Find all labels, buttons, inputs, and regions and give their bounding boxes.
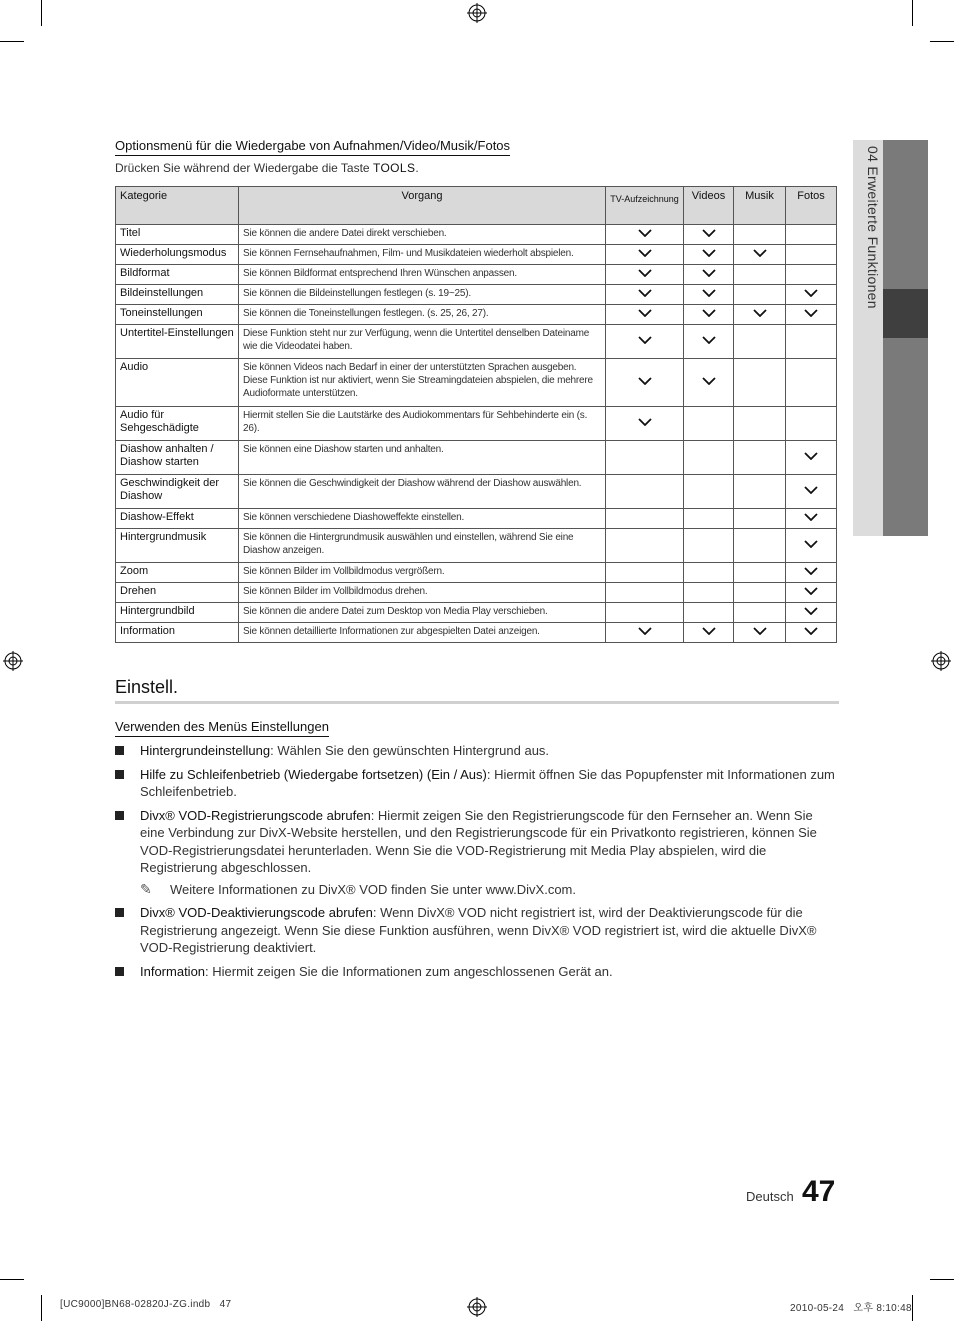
- crop-mark: [41, 1295, 42, 1321]
- description-cell: Sie können Fernsehaufnahmen, Film- und Musikdateien wiederholt abspielen.: [239, 245, 606, 265]
- description-cell: Sie können die Geschwindigkeit der Diashow während der Diashow auswählen.: [239, 475, 606, 509]
- support-cell-tv: [606, 225, 684, 245]
- support-cell-tv: [606, 603, 684, 623]
- list-item: [115, 766, 839, 801]
- description-cell: Sie können die andere Datei zum Desktop von Media Play verschieben.: [239, 603, 606, 623]
- support-cell-music: [734, 509, 786, 529]
- support-cell-videos: [684, 359, 734, 407]
- checkmark-icon: [804, 540, 818, 548]
- support-cell-photos: [786, 529, 837, 563]
- category-cell: Bildeinstellungen: [116, 285, 239, 305]
- support-cell-tv: [606, 529, 684, 563]
- category-cell: Zoom: [116, 563, 239, 583]
- table-row: [116, 475, 837, 509]
- checkmark-icon: [702, 229, 716, 237]
- table-row: [116, 325, 837, 359]
- category-cell: Information: [116, 623, 239, 643]
- table-row: [116, 529, 837, 563]
- tools-key: TOOLS: [372, 161, 416, 175]
- bullet-square-icon: [115, 746, 124, 755]
- support-cell-tv: [606, 509, 684, 529]
- checkmark-icon: [753, 309, 767, 317]
- support-cell-videos: [684, 407, 734, 441]
- support-cell-videos: [684, 475, 734, 509]
- checkmark-icon: [638, 289, 652, 297]
- checkmark-icon: [804, 452, 818, 460]
- description-cell: Sie können detaillierte Informationen zur abgespielten Datei anzeigen.: [239, 623, 606, 643]
- registration-mark-icon: [931, 651, 951, 671]
- tab-dark-strip: [883, 140, 928, 536]
- support-cell-music: [734, 583, 786, 603]
- checkmark-icon: [638, 418, 652, 426]
- support-cell-videos: [684, 225, 734, 245]
- support-cell-tv: [606, 623, 684, 643]
- checkmark-icon: [702, 377, 716, 385]
- support-cell-videos: [684, 325, 734, 359]
- description-cell: Diese Funktion steht nur zur Verfügung, wenn die Untertitel denselben Dateiname wie die Videodatei haben.: [239, 325, 606, 359]
- checkmark-icon: [702, 289, 716, 297]
- description-cell: Sie können die andere Datei direkt verschieben.: [239, 225, 606, 245]
- registration-mark-icon: [467, 1297, 487, 1317]
- print-slug-file: [UC9000]BN68-02820J-ZG.indb 47: [60, 1299, 232, 1310]
- support-cell-videos: [684, 441, 734, 475]
- header-videos: Videos: [684, 187, 734, 225]
- crop-mark: [912, 0, 913, 26]
- checkmark-icon: [702, 336, 716, 344]
- checkmark-icon: [804, 513, 818, 521]
- checkmark-icon: [702, 269, 716, 277]
- checkmark-icon: [804, 486, 818, 494]
- category-cell: Hintergrundbild: [116, 603, 239, 623]
- header-tv-aufzeichnung: [606, 187, 684, 225]
- checkmark-icon: [804, 587, 818, 595]
- note: [140, 881, 839, 899]
- category-cell: Diashow-Effekt: [116, 509, 239, 529]
- support-cell-tv: [606, 285, 684, 305]
- support-cell-music: [734, 529, 786, 563]
- checkmark-icon: [753, 249, 767, 257]
- intro-prefix: Drücken Sie während der Wiedergabe die Taste: [115, 161, 373, 175]
- category-cell: Bildformat: [116, 265, 239, 285]
- support-cell-music: [734, 285, 786, 305]
- table-row: [116, 603, 837, 623]
- intro-suffix: .: [415, 161, 419, 175]
- description-cell: Sie können eine Diashow starten und anhalten.: [239, 441, 606, 475]
- bullet-text: : Hiermit öffnen Sie das Popupfenster mit Informationen zum Schleifenbetrieb.: [140, 766, 835, 799]
- support-cell-music: [734, 623, 786, 643]
- header-musik: Musik: [734, 187, 786, 225]
- bullet-lead: Divx® VOD-Deaktivierungscode abrufen: [140, 905, 373, 920]
- crop-mark: [912, 1295, 913, 1321]
- category-cell: Drehen: [116, 583, 239, 603]
- support-cell-music: [734, 441, 786, 475]
- registration-mark-icon: [3, 651, 23, 671]
- support-cell-photos: [786, 563, 837, 583]
- checkmark-icon: [638, 377, 652, 385]
- support-cell-tv: [606, 583, 684, 603]
- description-cell: Sie können die Hintergrundmusik auswählen und einstellen, während Sie eine Diashow anzeigen.: [239, 529, 606, 563]
- header-kategorie: Kategorie: [116, 187, 239, 225]
- support-cell-tv: [606, 441, 684, 475]
- support-cell-music: [734, 245, 786, 265]
- list-item: [115, 807, 839, 899]
- list-item: [115, 742, 839, 760]
- bullet-lead: Hintergrundeinstellung: [140, 743, 271, 758]
- crop-mark: [930, 41, 954, 42]
- table-body: [116, 225, 837, 643]
- support-cell-music: [734, 305, 786, 325]
- table-row: [116, 285, 837, 305]
- support-cell-photos: [786, 305, 837, 325]
- support-cell-music: [734, 359, 786, 407]
- description-cell: Sie können Bilder im Vollbildmodus vergrößern.: [239, 563, 606, 583]
- list-item: [115, 963, 839, 981]
- header-vorgang: Vorgang: [239, 187, 606, 225]
- chapter-side-tab: [853, 140, 928, 536]
- table-row: [116, 265, 837, 285]
- einstell-title: Einstell.: [115, 677, 179, 697]
- options-table: [115, 186, 837, 643]
- table-row: [116, 583, 837, 603]
- page-number: 47: [802, 1175, 836, 1208]
- support-cell-videos: [684, 265, 734, 285]
- support-cell-videos: [684, 603, 734, 623]
- support-cell-photos: [786, 603, 837, 623]
- support-cell-photos: [786, 623, 837, 643]
- support-cell-photos: [786, 225, 837, 245]
- settings-bullet-list: [115, 742, 839, 986]
- bullet-square-icon: [115, 811, 124, 820]
- support-cell-photos: [786, 509, 837, 529]
- bullet-text: : Wenn DivX® VOD nicht registriert ist, wird der Deaktivierungscode für die Registrierung angezeigt. Wenn Sie diese Funktion ausführen, wenn DivX® VOD registriert ist, wird die aktuelle DivX® VOD-Registrierung deaktiviert.: [140, 905, 817, 955]
- bullet-square-icon: [115, 908, 124, 917]
- category-cell: Hintergrundmusik: [116, 529, 239, 563]
- category-cell: Geschwindigkeit der Diashow: [116, 475, 239, 509]
- support-cell-tv: [606, 305, 684, 325]
- checkmark-icon: [638, 249, 652, 257]
- checkmark-icon: [702, 309, 716, 317]
- checkmark-icon: [638, 229, 652, 237]
- support-cell-videos: [684, 245, 734, 265]
- header-tv-text: TV-Aufzeichnung: [610, 194, 679, 204]
- support-cell-photos: [786, 475, 837, 509]
- support-cell-tv: [606, 325, 684, 359]
- header-fotos: Fotos: [786, 187, 837, 225]
- bullet-lead: Hilfe zu Schleifenbetrieb (Wiedergabe fortsetzen) (Ein / Aus): [140, 766, 487, 782]
- table-row: [116, 225, 837, 245]
- support-cell-photos: [786, 583, 837, 603]
- support-cell-photos: [786, 285, 837, 305]
- table-row: [116, 245, 837, 265]
- support-cell-videos: [684, 509, 734, 529]
- support-cell-videos: [684, 583, 734, 603]
- checkmark-icon: [702, 249, 716, 257]
- category-cell: Titel: [116, 225, 239, 245]
- table-header-row: [116, 187, 837, 225]
- crop-mark: [41, 0, 42, 26]
- registration-mark-icon: [467, 3, 487, 23]
- table-row: [116, 623, 837, 643]
- bullet-lead: Information: [140, 963, 206, 979]
- tab-active-marker: [883, 289, 928, 338]
- support-cell-tv: [606, 245, 684, 265]
- support-cell-videos: [684, 285, 734, 305]
- checkmark-icon: [638, 627, 652, 635]
- bullet-lead: Divx® VOD-Registrierungscode abrufen: [140, 807, 371, 823]
- checkmark-icon: [753, 627, 767, 635]
- checkmark-icon: [702, 627, 716, 635]
- category-cell: Audio für Sehgeschädigte: [116, 407, 239, 441]
- description-cell: Sie können Bilder im Vollbildmodus drehen.: [239, 583, 606, 603]
- support-cell-videos: [684, 305, 734, 325]
- table-row: [116, 509, 837, 529]
- checkmark-icon: [804, 289, 818, 297]
- settings-subtitle: Verwenden des Menüs Einstellungen: [115, 719, 329, 737]
- checkmark-icon: [804, 309, 818, 317]
- checkmark-icon: [804, 567, 818, 575]
- support-cell-music: [734, 325, 786, 359]
- crop-mark: [0, 41, 24, 42]
- table-row: [116, 305, 837, 325]
- support-cell-photos: [786, 407, 837, 441]
- support-cell-music: [734, 407, 786, 441]
- chapter-label: 04 Erweiterte Funktionen: [865, 146, 881, 309]
- support-cell-music: [734, 265, 786, 285]
- support-cell-music: [734, 563, 786, 583]
- bullet-text: : Wählen Sie den gewünschten Hintergrund aus.: [270, 743, 550, 758]
- category-cell: Untertitel-Einstellungen: [116, 325, 239, 359]
- print-slug-date: 2010-05-24 오후 8:10:48: [790, 1303, 912, 1314]
- description-cell: Hiermit stellen Sie die Lautstärke des Audiokommentars für Sehbehinderte ein (s. 26).: [239, 407, 606, 441]
- bullet-square-icon: [115, 967, 124, 976]
- bullet-square-icon: [115, 770, 124, 779]
- bullet-text: : Hiermit zeigen Sie den Registrierungscode für den Fernseher an. Wenn Sie eine Verbindung zur DivX-Website herstellen, und den Registrierungscode für ein Privatkonto registrieren, können Sie VOD-Registrierungsdatei herunterladen. Wenn Sie die VOD-Registrierung mit Media Play abspielen, wird die Registrierung abgeschlossen.: [140, 807, 817, 875]
- description-cell: Sie können die Bildeinstellungen festlegen (s. 19~25).: [239, 285, 606, 305]
- description-cell: Sie können verschiedene Diashoweffekte einstellen.: [239, 509, 606, 529]
- support-cell-videos: [684, 563, 734, 583]
- support-cell-music: [734, 603, 786, 623]
- note-text: Weitere Informationen zu DivX® VOD finden Sie unter www.DivX.com.: [170, 881, 576, 897]
- table-row: [116, 359, 837, 407]
- checkmark-icon: [804, 607, 818, 615]
- support-cell-photos: [786, 325, 837, 359]
- crop-mark: [0, 1279, 24, 1280]
- support-cell-photos: [786, 441, 837, 475]
- support-cell-photos: [786, 245, 837, 265]
- category-cell: Toneinstellungen: [116, 305, 239, 325]
- options-menu-title: Optionsmenü für die Wiedergabe von Aufnahmen/Video/Musik/Fotos: [115, 138, 510, 156]
- table-row: [116, 441, 837, 475]
- checkmark-icon: [638, 309, 652, 317]
- pencil-note-icon: ✎: [140, 880, 152, 897]
- support-cell-tv: [606, 563, 684, 583]
- description-cell: Sie können Videos nach Bedarf in einer der unterstützten Sprachen ausgeben. Diese Funktion ist nur aktiviert, wenn Sie Streamingdateien abspielen, die mehrere Audioformate unterstützen.: [239, 359, 606, 407]
- description-cell: Sie können die Toneinstellungen festlegen. (s. 25, 26, 27).: [239, 305, 606, 325]
- checkmark-icon: [638, 336, 652, 344]
- checkmark-icon: [638, 269, 652, 277]
- table-row: [116, 407, 837, 441]
- crop-mark: [930, 1279, 954, 1280]
- support-cell-photos: [786, 265, 837, 285]
- support-cell-tv: [606, 475, 684, 509]
- support-cell-videos: [684, 623, 734, 643]
- support-cell-videos: [684, 529, 734, 563]
- support-cell-photos: [786, 359, 837, 407]
- checkmark-icon: [804, 627, 818, 635]
- support-cell-music: [734, 475, 786, 509]
- description-cell: Sie können Bildformat entsprechend Ihren Wünschen anpassen.: [239, 265, 606, 285]
- section-divider: [115, 701, 839, 704]
- footer-language: Deutsch: [746, 1189, 794, 1204]
- category-cell: Wiederholungsmodus: [116, 245, 239, 265]
- support-cell-music: [734, 225, 786, 245]
- support-cell-tv: [606, 359, 684, 407]
- options-menu-intro: [115, 161, 419, 175]
- category-cell: Audio: [116, 359, 239, 407]
- category-cell: Diashow anhalten / Diashow starten: [116, 441, 239, 475]
- support-cell-tv: [606, 407, 684, 441]
- bullet-text: : Hiermit zeigen Sie die Informationen zum angeschlossenen Gerät an.: [205, 963, 613, 979]
- table-row: [116, 563, 837, 583]
- support-cell-tv: [606, 265, 684, 285]
- list-item: [115, 904, 839, 957]
